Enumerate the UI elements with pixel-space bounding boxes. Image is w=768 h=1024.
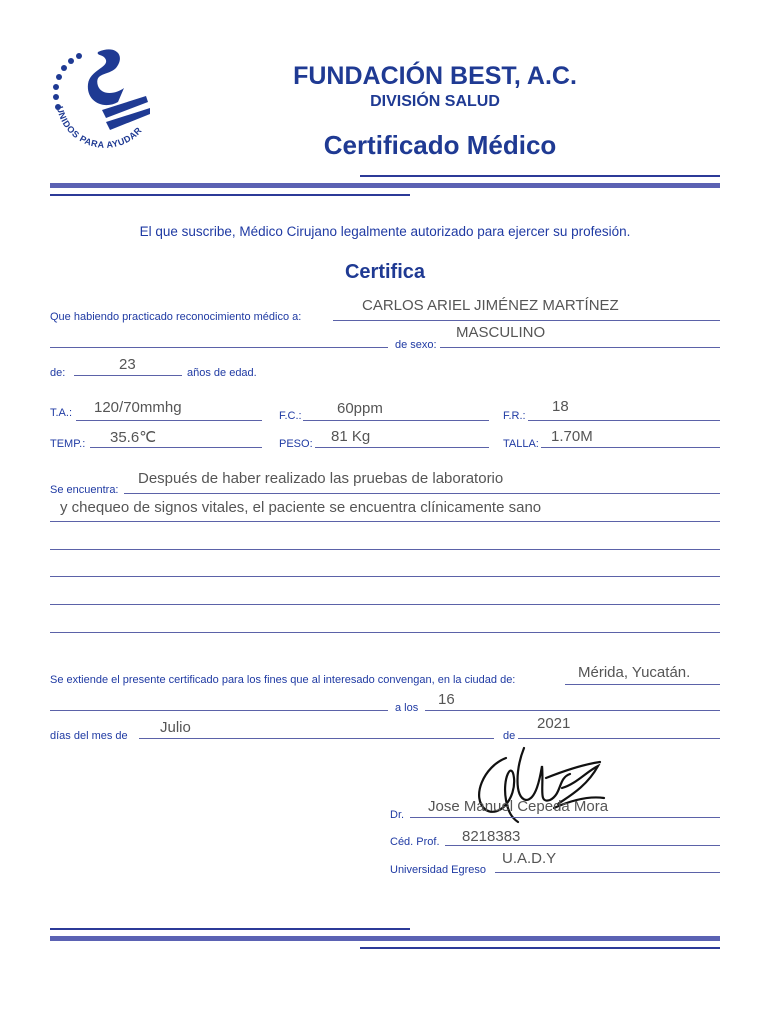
value-year: 2021 (537, 715, 571, 732)
header-band (50, 183, 720, 188)
svg-text:UNIDOS PARA AYUDAR: UNIDOS PARA AYUDAR (54, 105, 144, 150)
line-enc-4 (50, 576, 720, 577)
value-talla: 1.70M (551, 428, 593, 445)
footer-rule-bottom (360, 947, 720, 949)
logo (46, 44, 161, 152)
label-temp: TEMP.: (50, 438, 86, 450)
label-recon: Que habiendo practicado reconocimiento médico a: (50, 311, 302, 323)
label-talla: TALLA: (503, 438, 539, 450)
division-name: DIVISIÓN SALUD (370, 93, 500, 110)
logo-emblem-icon (46, 44, 161, 152)
line-ta (76, 420, 262, 421)
line-month (139, 738, 494, 739)
line-age (74, 375, 182, 376)
value-fc: 60ppm (337, 400, 383, 417)
line-day (425, 710, 720, 711)
line-peso (315, 447, 489, 448)
label-ta: T.A.: (50, 407, 73, 419)
label-fr: F.R.: (503, 410, 526, 422)
org-name: FUNDACIÓN BEST, A.C. (293, 62, 577, 90)
line-temp (90, 447, 262, 448)
line-blank-sex (50, 347, 388, 348)
label-sexo: de sexo: (395, 339, 437, 351)
line-enc-2 (50, 521, 720, 522)
line-doctor (410, 817, 720, 818)
label-diasmes: días del mes de (50, 730, 128, 742)
line-cedula (445, 845, 720, 846)
value-month: Julio (160, 719, 191, 736)
value-city: Mérida, Yucatán. (578, 664, 691, 681)
header-rule-top (360, 175, 720, 177)
label-fc: F.C.: (279, 410, 302, 422)
label-anos: años de edad. (187, 367, 257, 379)
line-talla (541, 447, 720, 448)
finding-line-2: y chequeo de signos vitales, el paciente se encuentra clínicamente sano (60, 499, 542, 516)
label-alos: a los (395, 702, 419, 714)
doctor-name: Jose Manuel Cepeda Mora (428, 798, 609, 815)
line-enc-5 (50, 604, 720, 605)
label-de-year: de (503, 730, 516, 742)
certifica-heading: Certifica (344, 261, 426, 283)
line-enc-1 (124, 493, 720, 494)
label-university: Universidad Egreso (390, 864, 486, 876)
line-name (333, 320, 720, 321)
label-extiende: Se extiende el presente certificado para los fines que al interesado convengan, en la ciudad de: (50, 674, 516, 686)
line-blank-day (50, 710, 388, 711)
line-sex (440, 347, 720, 348)
label-cedula: Céd. Prof. (390, 836, 440, 848)
patient-sex: MASCULINO (456, 324, 546, 341)
patient-age: 23 (119, 356, 136, 373)
header-rule-bottom (50, 194, 410, 196)
document-title: Certificado Médico (323, 130, 557, 160)
line-fc (303, 420, 489, 421)
line-enc-6 (50, 632, 720, 633)
label-de: de: (50, 367, 66, 379)
line-university (495, 872, 720, 873)
footer-band (50, 936, 720, 941)
label-encuentra: Se encuentra: (50, 484, 119, 496)
value-ta: 120/70mmhg (94, 399, 182, 416)
line-city (565, 684, 720, 685)
line-enc-3 (50, 549, 720, 550)
doctor-cedula: 8218383 (462, 828, 521, 845)
value-fr: 18 (552, 398, 569, 415)
footer-rule-top (50, 928, 410, 930)
line-fr (528, 420, 720, 421)
value-day: 16 (438, 691, 455, 708)
label-peso: PESO: (279, 438, 313, 450)
finding-line-1: Después de haber realizado las pruebas de laboratorio (138, 470, 504, 487)
doctor-university: U.A.D.Y (502, 850, 557, 867)
patient-name: CARLOS ARIEL JIMÉNEZ MARTÍNEZ (362, 297, 619, 314)
label-dr: Dr. (390, 809, 405, 821)
value-temp: 35.6℃ (110, 429, 157, 446)
intro-text: El que suscribe, Médico Cirujano legalmente autorizado para ejercer su profesión. (139, 224, 631, 239)
value-peso: 81 Kg (331, 428, 371, 445)
